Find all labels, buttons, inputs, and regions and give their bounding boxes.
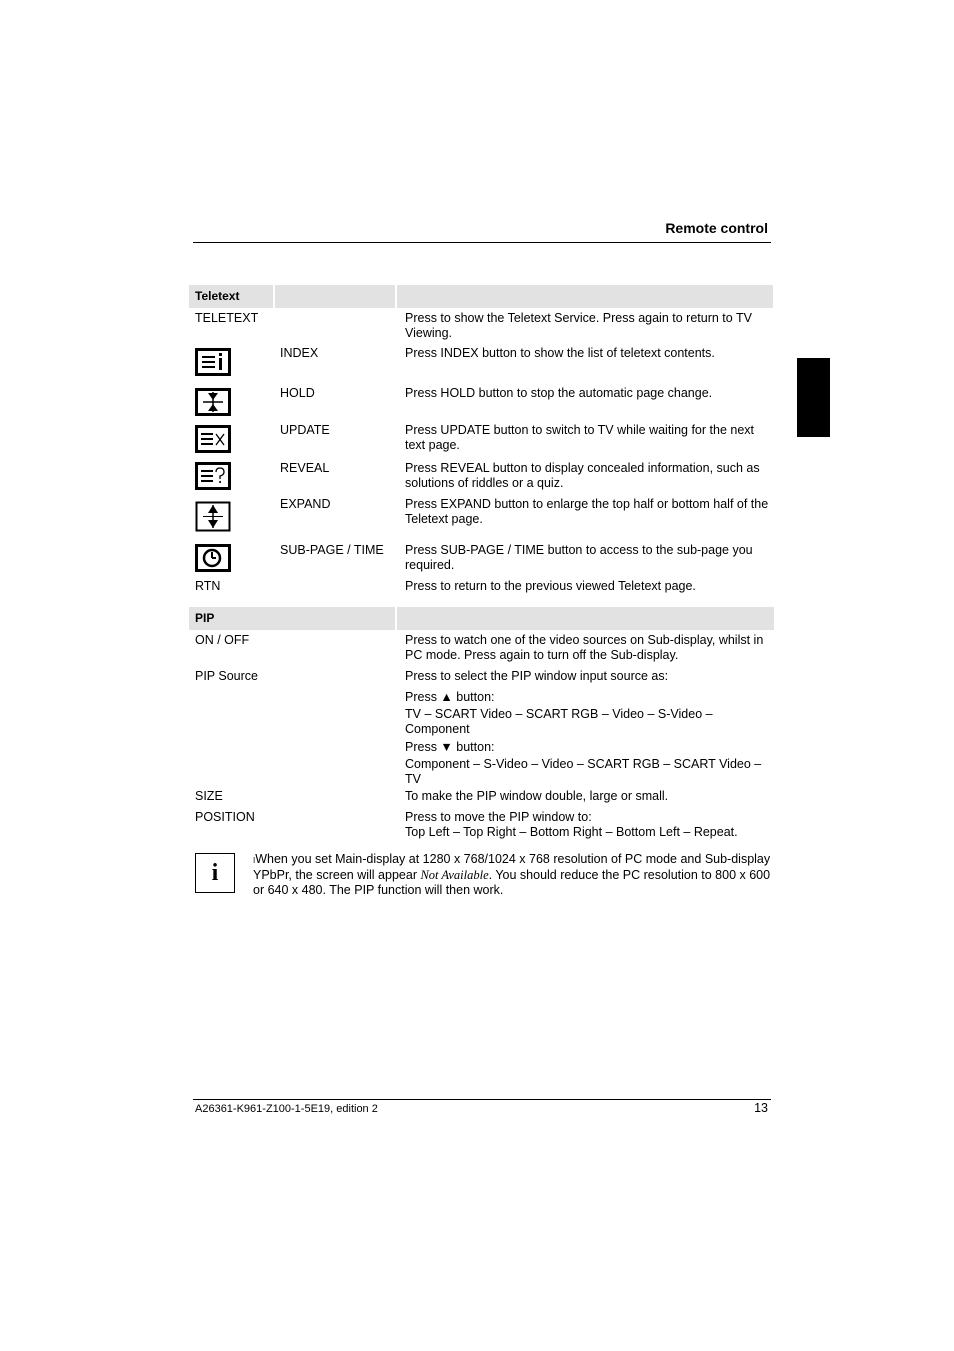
update-label: UPDATE (280, 423, 330, 437)
hold-label: HOLD (280, 386, 315, 400)
note-marker: I (253, 856, 256, 865)
pip-source-desc: Press to select the PIP window input source as: (405, 669, 669, 683)
expand-desc: Press EXPAND button to enlarge the top half or bottom half of the Teletext page. (405, 497, 769, 526)
pip-position-sequence: Top Left – Top Right – Bottom Right – Bottom Left – Repeat. (405, 825, 738, 839)
hold-desc: Press HOLD button to stop the automatic page change. (405, 386, 713, 400)
pip-source-up-sequence: TV – SCART Video – SCART RGB – Video – S-Video – Component (405, 707, 713, 736)
pip-heading: PIP (195, 611, 215, 625)
teletext-heading: Teletext (195, 289, 240, 303)
pip-onoff-desc: Press to watch one of the video sources on Sub-display, whilst in PC mode. Press again to turn off the Sub-display. (405, 633, 764, 662)
expand-label: EXPAND (280, 497, 331, 511)
footer-rule (193, 1099, 771, 1100)
teletext-desc: Press to show the Teletext Service. Press again to return to TV Viewing. (405, 311, 752, 340)
expand-icon (195, 501, 231, 532)
hold-icon (195, 388, 231, 416)
header-rule (193, 242, 771, 243)
pip-source-up-label: Press ▲ button: (405, 690, 495, 704)
pip-section-header (189, 607, 774, 630)
reveal-label: REVEAL (280, 461, 330, 475)
index-icon (195, 348, 231, 376)
rtn-desc: Press to return to the previous viewed Teletext page. (405, 579, 696, 593)
info-note (253, 852, 773, 898)
subpage-desc: Press SUB-PAGE / TIME button to access to the sub-page you required. (405, 543, 753, 572)
chapter-tab-marker (797, 358, 830, 437)
subpage-label: SUB-PAGE / TIME (280, 543, 384, 557)
pip-onoff-key: ON / OFF (195, 633, 250, 647)
pip-position-desc: Press to move the PIP window to: (405, 810, 592, 824)
footer-doc-id: A26361-K961-Z100-1-5E19, edition 2 (195, 1103, 378, 1115)
pip-source-down-sequence: Component – S-Video – Video – SCART RGB – SCART Video – TV (405, 757, 762, 786)
note-text-after: . You should reduce the PC resolution to 800 x 600 or 640 x 480. The PIP function will then work. (253, 868, 771, 897)
info-icon: i (195, 853, 235, 893)
index-label: INDEX (280, 346, 319, 360)
pip-size-key: SIZE (195, 789, 223, 803)
teletext-section-header (189, 285, 773, 308)
pip-source-down-label: Press ▼ button: (405, 740, 495, 754)
reveal-icon (195, 462, 231, 490)
pip-source-key: PIP Source (195, 669, 259, 683)
clock-icon (195, 544, 231, 572)
update-icon (195, 425, 231, 453)
reveal-desc: Press REVEAL button to display concealed information, such as solutions of riddles or a quiz. (405, 461, 760, 490)
pip-position-key: POSITION (195, 810, 255, 824)
update-desc: Press UPDATE button to switch to TV while waiting for the next text page. (405, 423, 754, 452)
index-desc: Press INDEX button to show the list of teletext contents. (405, 346, 715, 360)
note-italic: Not Available (420, 868, 489, 882)
page-header-title: Remote control (665, 220, 768, 236)
note-text-before: When you set Main-display at 1280 x 768/1024 x 768 resolution of PC mode and Sub-display YPbPr, the screen will appear (253, 852, 771, 882)
pip-size-desc: To make the PIP window double, large or small. (405, 789, 669, 803)
teletext-key: TELETEXT (195, 311, 259, 325)
page-number: 13 (754, 1101, 768, 1115)
rtn-key: RTN (195, 579, 221, 593)
